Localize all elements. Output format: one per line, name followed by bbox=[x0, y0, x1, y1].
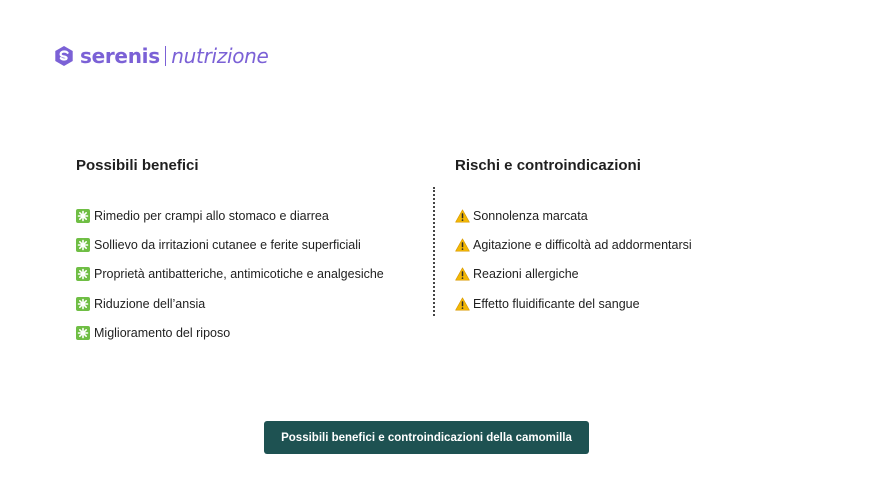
warning-icon bbox=[455, 238, 470, 252]
benefits-title: Possibili benefici bbox=[76, 157, 199, 174]
sparkle-check-icon bbox=[76, 267, 90, 281]
benefits-column bbox=[76, 156, 384, 340]
benefit-text: Proprietà antibatteriche, antimicotiche e analgesiche bbox=[94, 267, 384, 282]
warning-icon bbox=[455, 209, 470, 223]
benefits-list bbox=[76, 201, 384, 347]
column-divider bbox=[433, 187, 435, 316]
benefit-item bbox=[76, 230, 384, 259]
risks-column bbox=[455, 156, 692, 311]
serenis-logo-icon bbox=[53, 45, 75, 67]
benefit-text: Sollievo da irritazioni cutanee e ferite superficiali bbox=[94, 237, 361, 252]
benefit-text: Miglioramento del riposo bbox=[94, 325, 231, 340]
risk-item bbox=[455, 201, 692, 230]
caption-banner: Possibili benefici e controindicazioni della camomilla bbox=[264, 421, 589, 454]
logo-product-text: nutrizione bbox=[171, 44, 269, 68]
sparkle-check-icon bbox=[76, 297, 90, 311]
brand-logo bbox=[53, 43, 269, 69]
warning-icon bbox=[455, 267, 470, 281]
risks-title: Rischi e controindicazioni bbox=[455, 157, 641, 174]
risks-list bbox=[455, 201, 692, 318]
warning-icon bbox=[455, 297, 470, 311]
sparkle-check-icon bbox=[76, 326, 90, 340]
risk-text: Effetto fluidificante del sangue bbox=[473, 296, 640, 311]
risk-text: Reazioni allergiche bbox=[473, 267, 579, 282]
benefit-text: Rimedio per crampi allo stomaco e diarrea bbox=[94, 208, 329, 223]
risk-item bbox=[455, 230, 692, 259]
benefit-item bbox=[76, 289, 384, 318]
sparkle-check-icon bbox=[76, 238, 90, 252]
benefit-item bbox=[76, 318, 384, 347]
risk-text: Agitazione e difficoltà ad addormentarsi bbox=[473, 237, 692, 252]
benefit-item bbox=[76, 260, 384, 289]
benefit-text: Riduzione dell’ansia bbox=[94, 296, 206, 311]
benefit-item bbox=[76, 201, 384, 230]
logo-separator bbox=[165, 46, 167, 66]
logo-brand-text: serenis bbox=[80, 44, 160, 68]
risk-item bbox=[455, 289, 692, 318]
sparkle-check-icon bbox=[76, 209, 90, 223]
risk-item bbox=[455, 260, 692, 289]
risk-text: Sonnolenza marcata bbox=[473, 208, 588, 223]
